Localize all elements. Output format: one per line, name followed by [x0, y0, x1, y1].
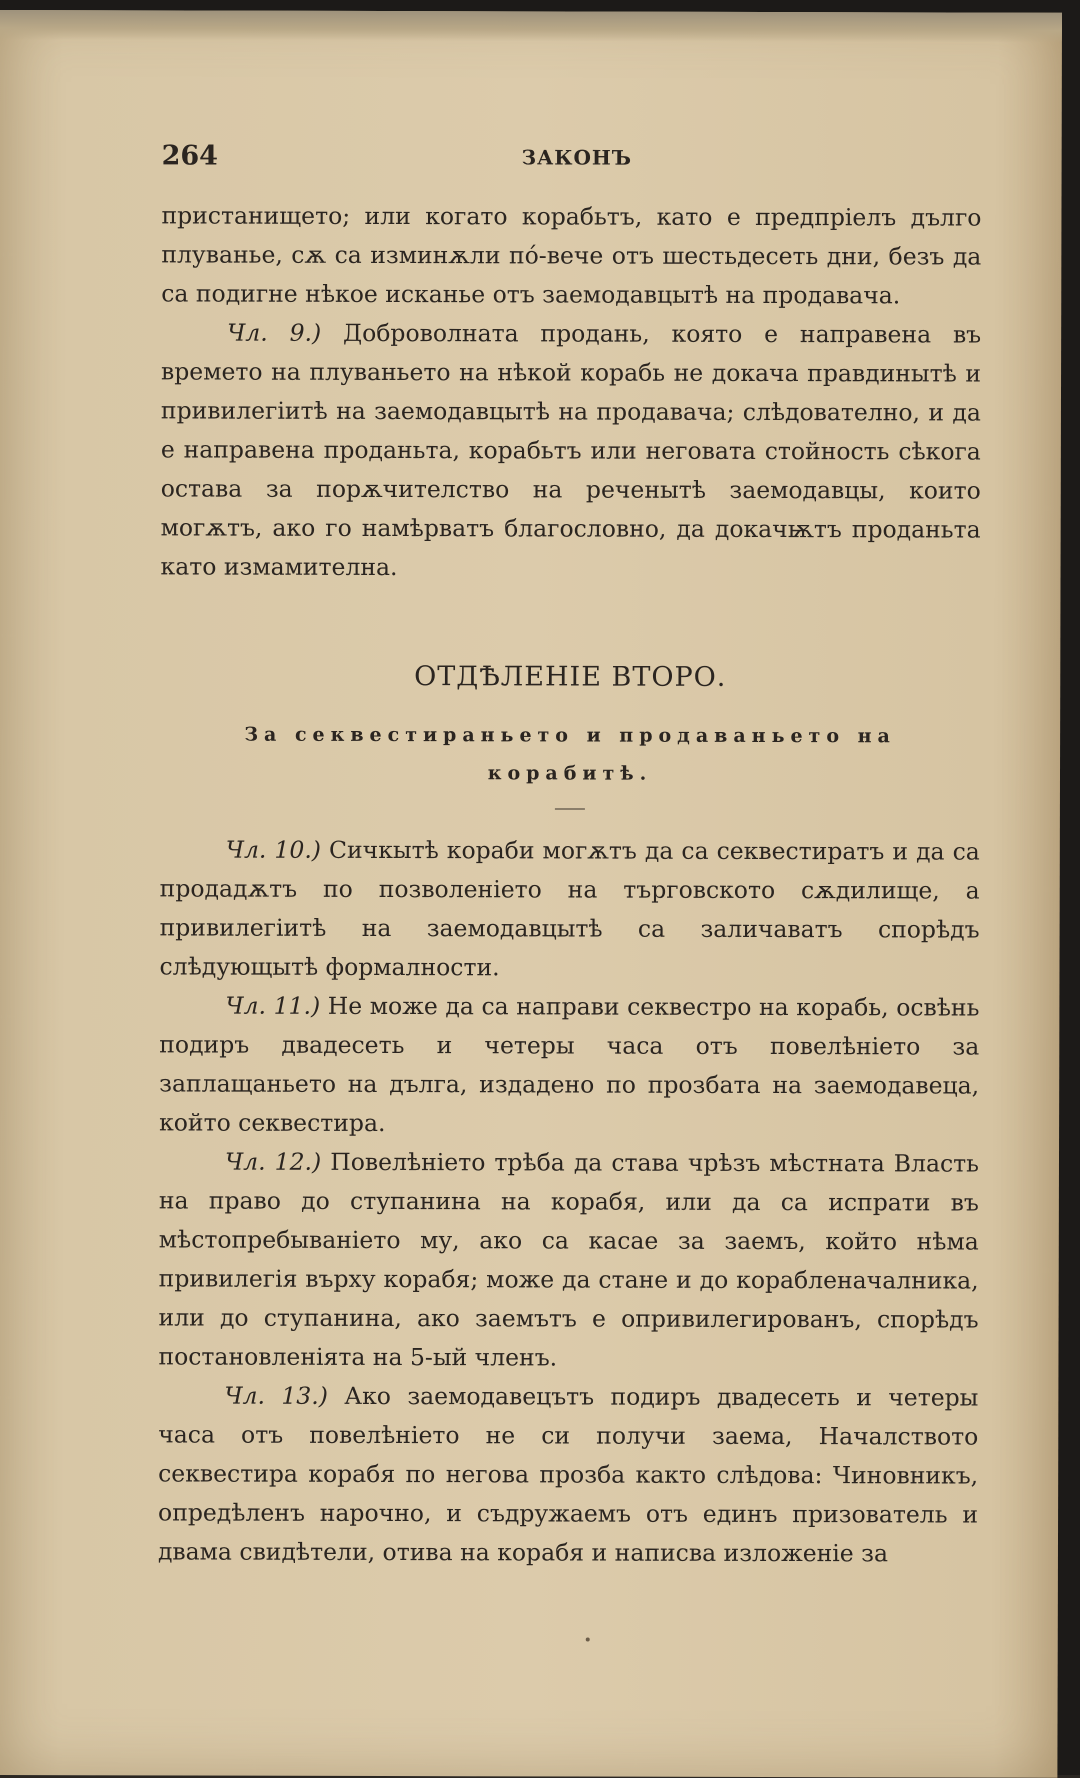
article-paragraph	[159, 830, 979, 988]
page-header	[162, 130, 982, 172]
body-text	[158, 196, 982, 1573]
page-content	[158, 130, 982, 1573]
article-number: Чл. 9.)	[227, 318, 322, 347]
paper-blemish	[586, 1638, 590, 1642]
paragraph	[161, 196, 981, 315]
article-number: Чл. 11.)	[225, 991, 321, 1020]
book-page	[0, 10, 1062, 1778]
running-title: ЗАКОНЪ	[521, 145, 633, 170]
page-top-edge	[0, 10, 1062, 43]
article-number: Чл. 12.)	[224, 1147, 322, 1176]
paragraph-text: Доброволната продань, която е направена въ времето на плуваньето на нѣкой корабь не докача правдинытѣ и привилегіитѣ на заемодавцытѣ на продавача; слѣдователно, и да е направена проданьта, корабьтъ или неговата стойность сѣкога остава за порѫчителство на реченытѣ заемодавцы, които могѫтъ, ако го намѣрватъ благословно, да докачѭтъ проданьта като измамителна.	[160, 318, 982, 582]
paragraph-text: Ако заемодавецътъ подиръ двадесеть и четеры часа отъ повелѣніето не си получи заема, Началството секвестира корабя по негова прозба както слѣдова: Чиновникъ, опредѣленъ нарочно, и съдружаемъ отъ единъ призователь и двама свидѣтели, отива на корабя и написва изложеніе за	[157, 1381, 979, 1568]
section-title: ОТДѢЛЕНІЕ ВТОРО.	[414, 661, 727, 693]
article-number: Чл. 10.)	[225, 835, 322, 864]
page-number: 264	[161, 140, 219, 172]
paragraph-text: Не може да са направи секвестро на корабь, освѣнь подиръ двадесеть и четеры часа отъ повелѣніето за заплащаньето на дълга, издадено по прозбата на заемодавеца, който секвестира.	[159, 991, 980, 1138]
paragraph-text: Сичкытѣ кораби могѫтъ да са секвестиратъ и да са продадѫтъ по позволеніето на търговското сѫдилище, а привилегіитѣ на заемодавцытѣ са заличаватъ спорѣдъ слѣдующытѣ формалности.	[159, 835, 980, 982]
paragraph-text: пристанището; или когато корабьтъ, като е предпріелъ дълго плуванье, сѫ са изминѫли по́-вече отъ шестьдесеть дни, безъ да са подигне нѣкое исканье отъ заемодавцытѣ на продавача.	[161, 201, 982, 310]
article-paragraph	[160, 313, 981, 588]
divider-rule	[555, 808, 585, 809]
article-paragraph	[159, 986, 979, 1144]
article-number: Чл. 13.)	[224, 1381, 328, 1410]
article-paragraph	[158, 1142, 979, 1378]
section-subtitle: За секвестираньето и продаваньето на корабитѣ.	[244, 723, 896, 785]
article-paragraph	[158, 1376, 979, 1573]
paragraph-text: Повелѣніето трѣба да става чрѣзъ мѣстната Власть на право до ступанина на корабя, или да са испрати въ мѣстопребываніето му, ако са касае за заемъ, който нѣма привилегія върху корабя; може да стане и до корабленачалника, или до ступанина, ако заемътъ е опривилегированъ, спорѣдъ постановленіята на 5-ый членъ.	[158, 1147, 980, 1372]
